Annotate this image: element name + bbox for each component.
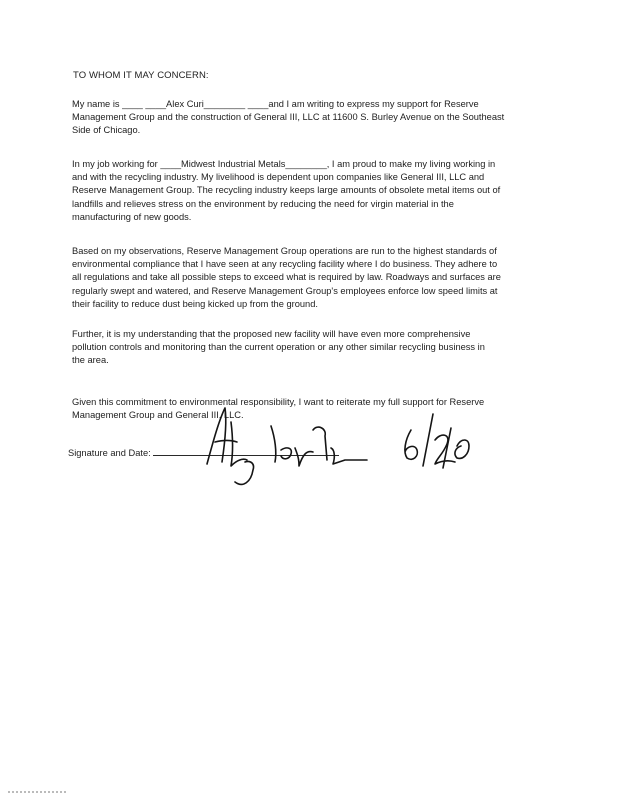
paragraph-line: environmental compliance that I have seen at any recycling facility where I do business. They adhere to: [72, 259, 498, 270]
paragraph-line: Further, it is my understanding that the proposed new facility will have even more comprehensive: [72, 329, 471, 339]
paragraph-line: manufacturing of new goods.: [72, 211, 192, 222]
paragraph-understanding: [72, 328, 544, 368]
paragraph-line: My name is ____ ____Alex Curi________ ____and I am writing to express my support for Reserve: [72, 99, 479, 109]
paragraph-line: and with the recycling industry. My livelihood is dependent upon companies like General III, LLC and: [72, 172, 485, 183]
paragraph-line: Side of Chicago.: [72, 125, 141, 136]
paragraph-line: landfills and relieves stress on the environment by reducing the need for virgin material in the: [72, 198, 454, 209]
paragraph-line: Reserve Management Group. The recycling industry keeps large amounts of obsolete metal items out of: [72, 185, 501, 196]
paragraph-line: Management Group and General III, LLC.: [72, 410, 244, 421]
paragraph-line: Based on my observations, Reserve Management Group operations are run to the highest standards of: [72, 246, 497, 256]
paragraph-line: Management Group and the construction of General III, LLC at 11600 S. Burley Avenue on the Southeast: [72, 112, 505, 123]
handwritten-signature: [195, 402, 475, 492]
paragraph-line: regularly swept and watered, and Reserve Management Group's employees enforce low speed limits at: [72, 285, 498, 296]
paragraph-line: all regulations and take all possible steps to exceed what is required by law. Roadways and surfaces are: [72, 272, 501, 283]
signature-label: Signature and Date:: [68, 448, 151, 458]
paragraph-line: their facility to reduce dust being kicked up from the ground.: [72, 298, 318, 309]
paragraph-line: pollution controls and monitoring than the current operation or any other similar recycling business in: [72, 342, 485, 353]
paragraph-line: Given this commitment to environmental responsibility, I want to reiterate my full support for Reserve: [72, 397, 485, 407]
paragraph-line: In my job working for ____Midwest Industrial Metals________, I am proud to make my living working in: [72, 159, 496, 169]
paragraph-observations: [72, 245, 544, 311]
paragraph-job: [72, 158, 544, 224]
salutation: TO WHOM IT MAY CONCERN:: [73, 70, 209, 81]
paragraph-line: the area.: [72, 355, 109, 366]
paragraph-introduction: [72, 98, 544, 138]
scan-artifact-mark: [8, 790, 68, 794]
